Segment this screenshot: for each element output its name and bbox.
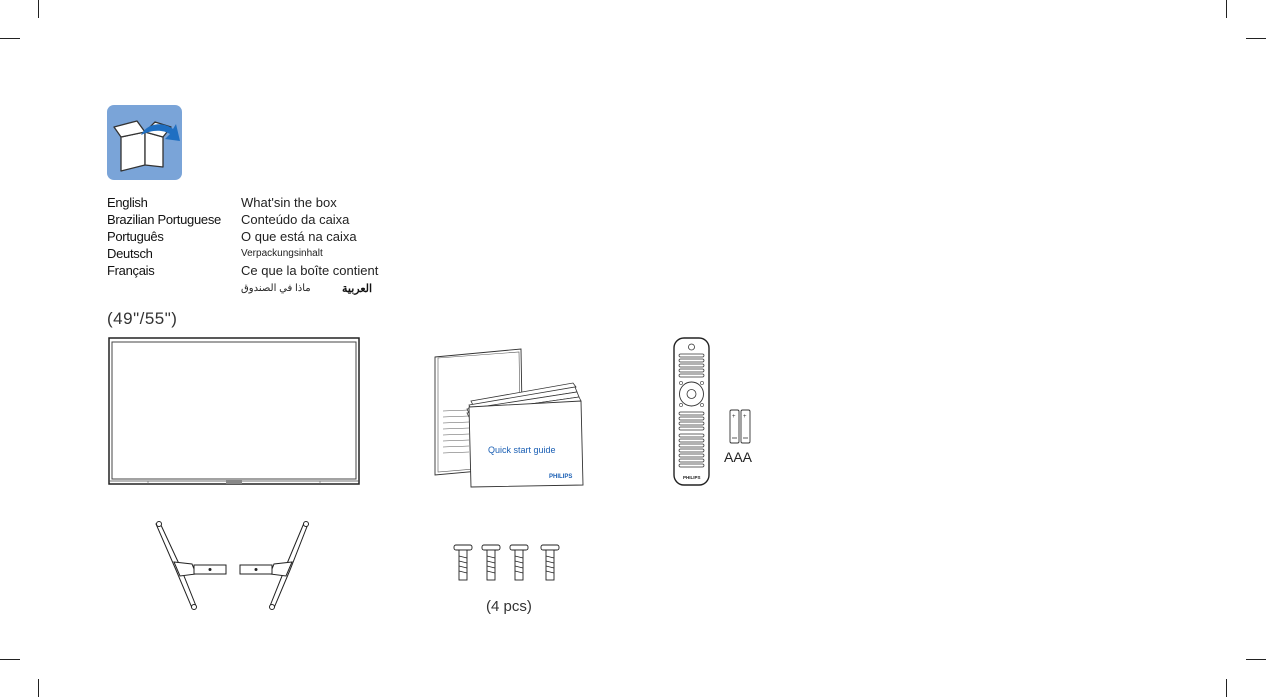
language-translation: ماذا في الصندوق <box>241 283 311 294</box>
svg-text:+: + <box>732 414 736 420</box>
language-name: Brazilian Portuguese <box>107 212 221 227</box>
stand-legs <box>152 518 314 619</box>
crop-mark <box>1246 659 1266 660</box>
svg-text:+: + <box>743 414 747 420</box>
guide-brand: PHILIPS <box>549 474 573 480</box>
remote-control <box>672 336 712 493</box>
language-name: Deutsch <box>107 246 153 261</box>
crop-mark <box>38 679 39 697</box>
language-translation: O que está na caixa <box>241 229 357 244</box>
screws-caption: (4 pcs) <box>486 598 532 615</box>
tv-illustration <box>108 337 361 492</box>
crop-mark <box>1246 38 1266 39</box>
crop-mark <box>38 0 39 18</box>
battery-label: AAA <box>724 449 753 465</box>
box-icon <box>107 105 182 180</box>
screws-icon <box>452 542 562 589</box>
crop-mark <box>1226 0 1227 18</box>
battery-icon <box>728 408 752 449</box>
language-translation: Ce que la boîte contient <box>241 263 379 278</box>
crop-mark <box>1226 679 1227 697</box>
language-translation: Verpackungsinhalt <box>241 248 323 259</box>
language-translation: What'sin the box <box>241 195 337 210</box>
remote-brand: PHILIPS <box>683 475 701 480</box>
language-translation: Conteúdo da caixa <box>241 212 350 227</box>
language-name: Português <box>107 229 164 244</box>
guide-title: Quick start guide <box>488 445 556 455</box>
language-name: Français <box>107 263 155 278</box>
language-name: English <box>107 195 148 210</box>
tv-size-label: (49"/55") <box>107 309 178 328</box>
crop-mark <box>0 659 20 660</box>
language-name: العربية <box>342 283 373 295</box>
crop-mark <box>0 38 20 39</box>
quick-start-guide <box>433 347 588 494</box>
